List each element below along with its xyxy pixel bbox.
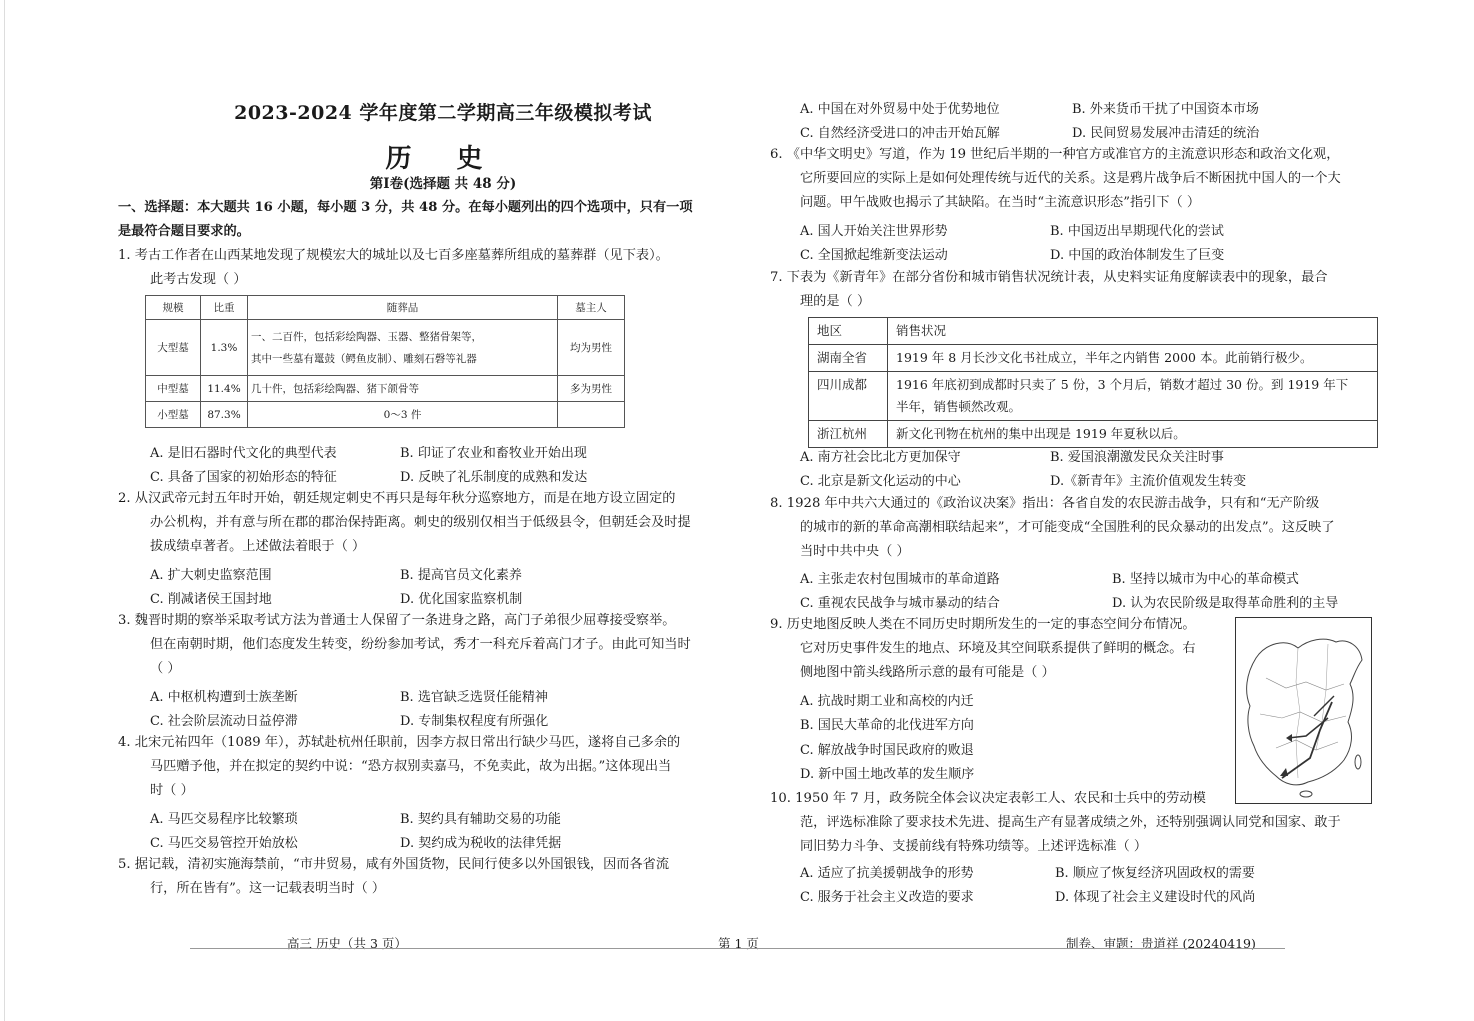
q8-option-c: C. 重视农民战争与城市暴动的结合	[800, 596, 1000, 611]
q1-tomb-table	[145, 295, 625, 428]
q6-option-b: B. 中国迈出早期现代化的尝试	[1050, 224, 1224, 239]
table-cell	[558, 402, 625, 428]
footer-right: 制卷、审题：贵道祥 (20240419)	[1066, 936, 1256, 951]
q5-stem-1: 5. 据记载，清初实施海禁前，“市井贸易，咸有外国货物，民间行使多以外国银钱，因而各省流	[118, 857, 670, 872]
q5-option-d: D. 民间贸易发展冲击清廷的统治	[1072, 126, 1260, 141]
q8-stem-3: 当时中共中央（ ）	[800, 544, 910, 559]
table-cell: 中型墓	[146, 376, 201, 402]
q5-option-c: C. 自然经济受进口的冲击开始瓦解	[800, 126, 1000, 141]
q9-option-b: B. 国民大革命的北伐进军方向	[800, 718, 974, 733]
q10-option-c: C. 服务于社会主义改造的要求	[800, 890, 974, 905]
q6-option-a: A. 国人开始关注世界形势	[800, 224, 948, 239]
q8-option-a: A. 主张走农村包围城市的革命道路	[800, 572, 1000, 587]
q9-china-map	[1235, 617, 1372, 804]
q4-option-d: D. 契约成为税收的法律凭据	[400, 836, 562, 851]
q6-stem-1: 6. 《中华文明史》写道，作为 19 世纪后半期的一种官方或准官方的主流意识形态和政治文化观，	[770, 147, 1340, 162]
q10-stem-1: 10. 1950 年 7 月，政务院全体会议决定表彰工人、农民和士兵中的劳动模	[770, 791, 1206, 806]
table-cell: 0～3 件	[248, 402, 558, 428]
q2-stem-2: 办公机构，并有意与所在郡的郡治保持距离。刺史的级别仅相当于低级县令，但朝廷会及时提	[150, 515, 691, 530]
q1-stem-1: 1. 考古工作者在山西某地发现了规模宏大的城址以及七百多座墓葬所组成的墓葬群（见下表）。	[118, 248, 669, 263]
scan-edge	[4, 0, 5, 1021]
table-cell: 随葬品	[248, 296, 558, 320]
q2-option-d: D. 优化国家监察机制	[400, 592, 523, 607]
q10-option-a: A. 适应了抗美援朝战争的形势	[800, 866, 974, 881]
q1-large-tomb-goods-2: 其中一些墓有鼍鼓（鳄鱼皮制）、雕刻石磬等礼器	[251, 352, 477, 365]
footer-rule	[190, 948, 1285, 949]
table-header-row	[146, 296, 625, 320]
q2-stem-1: 2. 从汉武帝元封五年时开始，朝廷规定刺史不再只是每年秋分巡察地方，而是在地方设立固定的	[118, 491, 676, 506]
q2-option-b: B. 提高官员文化素养	[400, 568, 522, 583]
table-header-row	[809, 318, 1378, 345]
q9-stem-3: 侧地图中箭头线路所示意的最有可能是（ ）	[800, 665, 1055, 680]
table-cell: 比重	[201, 296, 248, 320]
q3-stem-2: 但在南朝时期，他们态度发生转变，纷纷参加考试，秀才一科充斥着高门才子。由此可知当时	[150, 637, 691, 652]
q7-stem-1: 7. 下表为《新青年》在部分省份和城市销售状况统计表，从史料实证角度解读表中的现象，最合	[770, 270, 1328, 285]
q7-chengdu-line-2: 半年，销售顿然改观。	[896, 399, 1022, 414]
q3-option-b: B. 选官缺乏选贤任能精神	[400, 690, 548, 705]
q10-option-d: D. 体现了社会主义建设时代的风尚	[1055, 890, 1256, 905]
table-cell	[248, 320, 558, 376]
table-row	[146, 376, 625, 402]
q9-option-d: D. 新中国土地改革的发生顺序	[800, 767, 975, 782]
q10-option-b: B. 顺应了恢复经济巩固政权的需要	[1055, 866, 1255, 881]
q6-option-c: C. 全国掀起维新变法运动	[800, 248, 948, 263]
q5-stem-2: 行，所在皆有”。这一记载表明当时（ ）	[150, 881, 386, 896]
q7-option-c: C. 北京是新文化运动的中心	[800, 474, 961, 489]
q6-option-d: D. 中国的政治体制发生了巨变	[1050, 248, 1225, 263]
q4-stem-3: 时（ ）	[150, 783, 194, 798]
table-cell: 1919 年 8 月长沙文化书社成立，半年之内销售 2000 本。此前销行极少。	[888, 345, 1378, 372]
map-drawing	[1236, 618, 1371, 803]
q4-stem-1: 4. 北宋元祐四年（1089 年），苏轼赴杭州任职前，因李方叔日常出行缺少马匹，遂将自己多余的	[118, 735, 681, 750]
q1-option-a: A. 是旧石器时代文化的典型代表	[150, 446, 337, 461]
q8-option-b: B. 坚持以城市为中心的革命模式	[1112, 572, 1299, 587]
q10-stem-2: 范，评选标准除了要求技术先进、提高生产有显著成绩之外，还特别强调认同党和国家、敢于	[800, 815, 1341, 830]
table-cell: 87.3%	[201, 402, 248, 428]
table-cell: 大型墓	[146, 320, 201, 376]
q7-sales-table	[808, 317, 1378, 448]
q6-stem-3: 问题。甲午战败也揭示了其缺陷。在当时“主流意识形态”指引下（ ）	[800, 195, 1201, 210]
q1-option-c: C. 具备了国家的初始形态的特征	[150, 470, 337, 485]
exam-title: 2023-2024 学年度第二学期高三年级模拟考试	[234, 102, 652, 124]
table-row	[146, 320, 625, 376]
q6-stem-2: 它所要回应的实际上是如何处理传统与近代的关系。这是鸦片战争后不断困扰中国人的一个大	[800, 171, 1341, 186]
q1-option-b: B. 印证了农业和畜牧业开始出现	[400, 446, 587, 461]
table-cell: 小型墓	[146, 402, 201, 428]
q4-stem-2: 马匹赠予他，并在拟定的契约中说：“恐方叔别卖嘉马，不免卖此，故为出据。”这体现出当	[150, 759, 672, 774]
q7-stem-2: 理的是（ ）	[800, 294, 871, 309]
table-cell: 四川成都	[809, 372, 888, 421]
q2-option-c: C. 削减诸侯王国封地	[150, 592, 272, 607]
table-cell: 浙江杭州	[809, 421, 888, 448]
q9-option-a: A. 抗战时期工业和高校的内迁	[800, 694, 974, 709]
part-heading: 第Ⅰ卷(选择题 共 48 分)	[369, 176, 517, 192]
q7-option-b: B. 爱国浪潮激发民众关注时事	[1050, 450, 1224, 465]
q3-stem-3: （ ）	[150, 661, 181, 676]
table-row	[809, 345, 1378, 372]
table-cell: 多为男性	[558, 376, 625, 402]
q5-option-a: A. 中国在对外贸易中处于优势地位	[800, 102, 1000, 117]
subject-title: 历 史	[385, 144, 501, 174]
q7-option-a: A. 南方社会比北方更加保守	[800, 450, 961, 465]
table-cell	[888, 372, 1378, 421]
table-cell: 地区	[809, 318, 888, 345]
q8-option-d: D. 认为农民阶级是取得革命胜利的主导	[1112, 596, 1339, 611]
footer-left: 高三 历史（共 3 页）	[287, 936, 407, 951]
q2-stem-3: 拔成绩卓著者。上述做法着眼于（ ）	[150, 539, 366, 554]
table-cell: 几十件，包括彩绘陶器、猪下颌骨等	[248, 376, 558, 402]
table-cell: 均为男性	[558, 320, 625, 376]
instructions-line-1: 一、选择题：本大题共 16 小题，每小题 3 分，共 48 分。在每小题列出的四个选项中，只有一项	[118, 200, 693, 215]
table-cell: 新文化刊物在杭州的集中出现是 1919 年夏秋以后。	[888, 421, 1378, 448]
q3-option-a: A. 中枢机构遭到士族垄断	[150, 690, 298, 705]
q7-chengdu-line-1: 1916 年底初到成都时只卖了 5 份，3 个月后，销数才超过 30 份。到 1919 年下	[896, 377, 1349, 392]
table-cell: 墓主人	[558, 296, 625, 320]
q3-stem-1: 3. 魏晋时期的察举采取考试方法为普通士人保留了一条进身之路，高门子弟很少屈尊接受察举。	[118, 613, 676, 628]
q10-stem-3: 同旧势力斗争、支援前线有特殊功绩等。上述评选标准（ ）	[800, 839, 1148, 854]
table-row	[809, 421, 1378, 448]
q2-option-a: A. 扩大刺史监察范围	[150, 568, 272, 583]
q3-option-c: C. 社会阶层流动日益停滞	[150, 714, 298, 729]
q9-option-c: C. 解放战争时国民政府的败退	[800, 743, 974, 758]
q4-option-a: A. 马匹交易程序比较繁琐	[150, 812, 298, 827]
q9-stem-1: 9. 历史地图反映人类在不同历史时期所发生的一定的事态空间分布情况。	[770, 617, 1196, 632]
q8-stem-2: 的城市的新的革命高潮相联结起来”，才可能变成“全国胜利的民众暴动的出发点”。这反映了	[800, 520, 1335, 535]
q4-option-c: C. 马匹交易管控开始放松	[150, 836, 298, 851]
table-cell: 销售状况	[888, 318, 1378, 345]
q7-option-d: D.《新青年》主流价值观发生转变	[1050, 474, 1247, 489]
table-cell: 1.3%	[201, 320, 248, 376]
table-cell: 湖南全省	[809, 345, 888, 372]
table-row	[809, 372, 1378, 421]
q5-option-b: B. 外来货币干扰了中国资本市场	[1072, 102, 1259, 117]
q1-stem-2: 此考古发现（ ）	[150, 272, 247, 287]
q1-large-tomb-goods-1: 一、二百件，包括彩绘陶器、玉器、整猪骨架等，	[251, 330, 482, 343]
table-cell: 11.4%	[201, 376, 248, 402]
table-row	[146, 402, 625, 428]
q8-stem-1: 8. 1928 年中共六大通过的《政治议决案》指出：各省自发的农民游击战争，只有和“无产阶级	[770, 496, 1320, 511]
footer-page-number: 第 1 页	[718, 936, 759, 951]
q3-option-d: D. 专制集权程度有所强化	[400, 714, 549, 729]
q4-option-b: B. 契约具有辅助交易的功能	[400, 812, 561, 827]
q1-option-d: D. 反映了礼乐制度的成熟和发达	[400, 470, 588, 485]
q9-stem-2: 它对历史事件发生的地点、环境及其空间联系提供了鲜明的概念。右	[800, 641, 1196, 656]
instructions-line-2: 是最符合题目要求的。	[118, 224, 250, 239]
table-cell: 规模	[146, 296, 201, 320]
